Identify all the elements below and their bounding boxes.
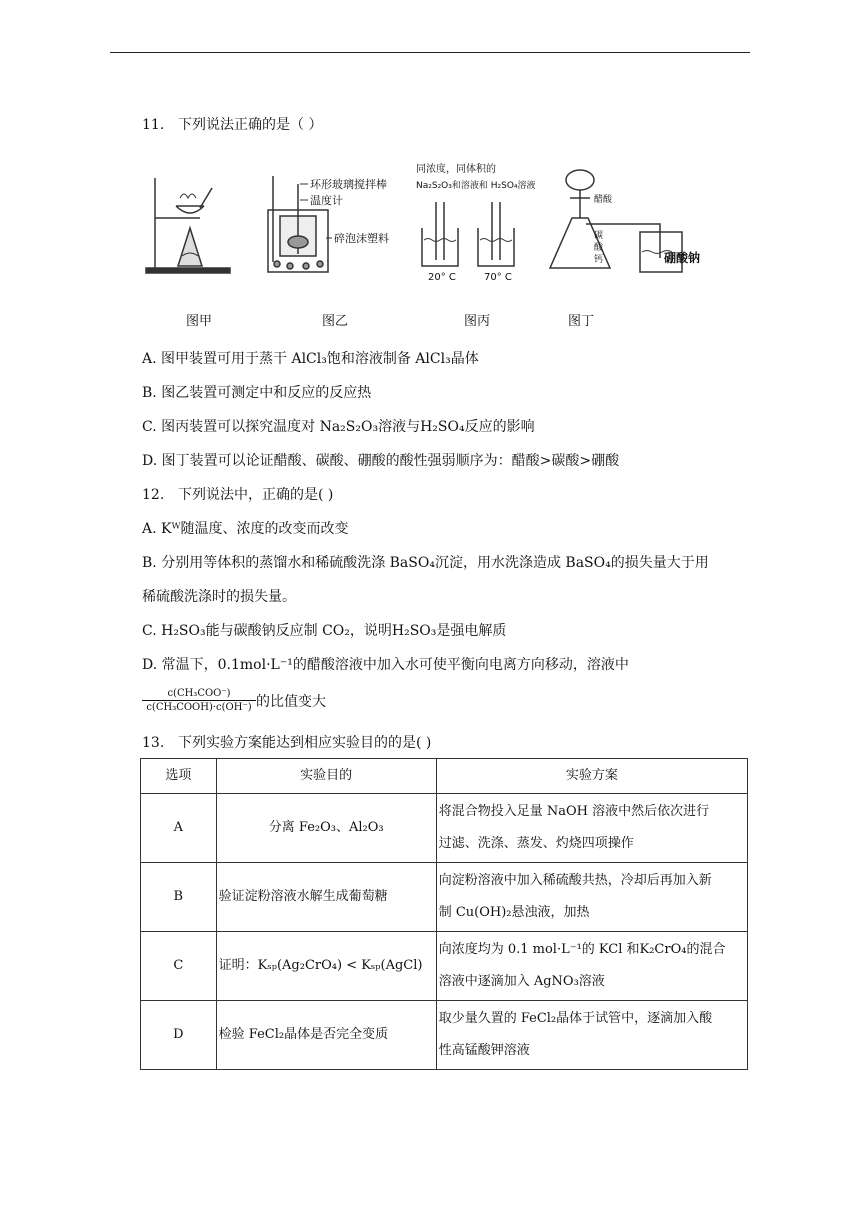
label-borate: 硼酸钠: [664, 251, 701, 265]
q12-option-c: C. H₂SO₃能与碳酸钠反应制 CO₂，说明H₂SO₃是强电解质: [142, 623, 507, 639]
table-row: [141, 1001, 748, 1070]
fraction-denominator: c(CH₃COOH)·c(OH⁻): [146, 702, 252, 713]
experiment-table: [140, 758, 748, 1070]
plan-line: 性高锰酸钾溶液: [438, 1043, 530, 1058]
figure-jia: [146, 178, 230, 273]
q12-fraction-tail: 的比值变大: [256, 694, 326, 710]
table-row: [141, 932, 748, 1001]
header-option: 选项: [141, 759, 217, 794]
question-number: 11.: [142, 117, 165, 133]
row-option: A: [141, 794, 217, 863]
caption-yi: 图乙: [322, 314, 349, 329]
row-goal: 验证淀粉溶液水解生成葡萄糖: [216, 863, 436, 932]
header-plan: 实验方案: [436, 759, 747, 794]
plan-line: 向淀粉溶液中加入稀硫酸共热，冷却后再加入新: [438, 873, 712, 888]
row-goal: 检验 FeCl₂晶体是否完全变质: [216, 1001, 436, 1070]
label-carb-3: 钙: [594, 255, 604, 265]
plan-line: 向浓度均为 0.1 mol·L⁻¹的 KCl 和K₂CrO₄的混合: [438, 942, 726, 957]
q11-option-c: C. 图丙装置可以探究温度对 Na₂S₂O₃溶液与H₂SO₄反应的影响: [142, 419, 535, 435]
row-plan: [436, 863, 747, 932]
plan-line: 溶液中逐滴加入 AgNO₃溶液: [438, 974, 605, 989]
question-12-stem: [142, 484, 333, 504]
q11-option-b: B. 图乙装置可测定中和反应的反应热: [142, 385, 372, 401]
q12-option-a: A. Kᵂ随温度、浓度的改变而改变: [142, 521, 349, 537]
question-13-stem: [142, 732, 431, 752]
row-plan: [436, 932, 747, 1001]
label-20c: 20° C: [428, 272, 456, 283]
caption-ding: 图丁: [568, 314, 595, 329]
apparatus-figures: [140, 158, 740, 288]
figure-bing: [422, 202, 514, 266]
q12-option-b-line2: 稀硫酸洗涤时的损失量。: [142, 589, 296, 605]
row-plan: [436, 1001, 747, 1070]
q11-option-d: D. 图丁装置可以论证醋酸、碳酸、硼酸的酸性强弱顺序为：醋酸>碳酸>硼酸: [142, 453, 620, 469]
plan-line: 过滤、洗涤、蒸发、灼烧四项操作: [438, 836, 634, 851]
question-number: 13.: [142, 735, 165, 751]
label-carb-2: 酸: [594, 243, 604, 253]
table-header-row: [141, 759, 748, 794]
row-option: B: [141, 863, 217, 932]
question-text: 下列说法中，正确的是( ): [178, 487, 334, 503]
label-thermometer: 温度计: [310, 194, 343, 207]
question-text: 下列说法正确的是（ ）: [178, 117, 323, 133]
label-vinegar: 醋酸: [594, 195, 613, 205]
label-carb-1: 碳: [594, 231, 604, 241]
row-option: D: [141, 1001, 217, 1070]
label-stirrer: 环形玻璃搅拌棒: [310, 178, 387, 191]
q11-option-a: A. 图甲装置可用于蒸干 AlCl₃饱和溶液制备 AlCl₃晶体: [142, 351, 479, 367]
fraction-numerator: c(CH₃COO⁻): [142, 688, 256, 701]
row-option: C: [141, 932, 217, 1001]
table-row: [141, 863, 748, 932]
header-rule: [110, 52, 750, 53]
table-row: [141, 794, 748, 863]
q12-fraction: [142, 688, 256, 713]
header-goal: 实验目的: [216, 759, 436, 794]
label-bing-title-1: 同浓度，同体积的: [416, 164, 496, 175]
label-bing-title-2: Na₂S₂O₃和溶液和 H₂SO₄溶液: [416, 181, 536, 191]
q12-option-b-line1: B. 分别用等体积的蒸馏水和稀硫酸洗涤 BaSO₄沉淀，用水洗涤造成 BaSO₄的损失量大于用: [142, 555, 709, 571]
caption-bing: 图丙: [464, 314, 491, 329]
row-goal: 证明：Kₛₚ(Ag₂CrO₄) < Kₛₚ(AgCl): [216, 932, 436, 1001]
plan-line: 取少量久置的 FeCl₂晶体于试管中，逐滴加入酸: [438, 1011, 713, 1026]
q12-option-d-line1: D. 常温下，0.1mol·L⁻¹的醋酸溶液中加入水可使平衡向电离方向移动，溶液中: [142, 657, 629, 673]
row-goal: 分离 Fe₂O₃、Al₂O₃: [216, 794, 436, 863]
question-text: 下列实验方案能达到相应实验目的的是( ): [178, 735, 432, 751]
question-11-stem: [142, 114, 322, 134]
row-plan: [436, 794, 747, 863]
caption-jia: 图甲: [186, 314, 213, 329]
plan-line: 将混合物投入足量 NaOH 溶液中然后依次进行: [438, 804, 710, 819]
figure-ding: [550, 170, 682, 272]
question-number: 12.: [142, 487, 165, 503]
label-70c: 70° C: [484, 272, 512, 283]
plan-line: 制 Cu(OH)₂悬浊液，加热: [438, 905, 590, 920]
label-foam: 碎泡沫塑料: [334, 232, 389, 245]
